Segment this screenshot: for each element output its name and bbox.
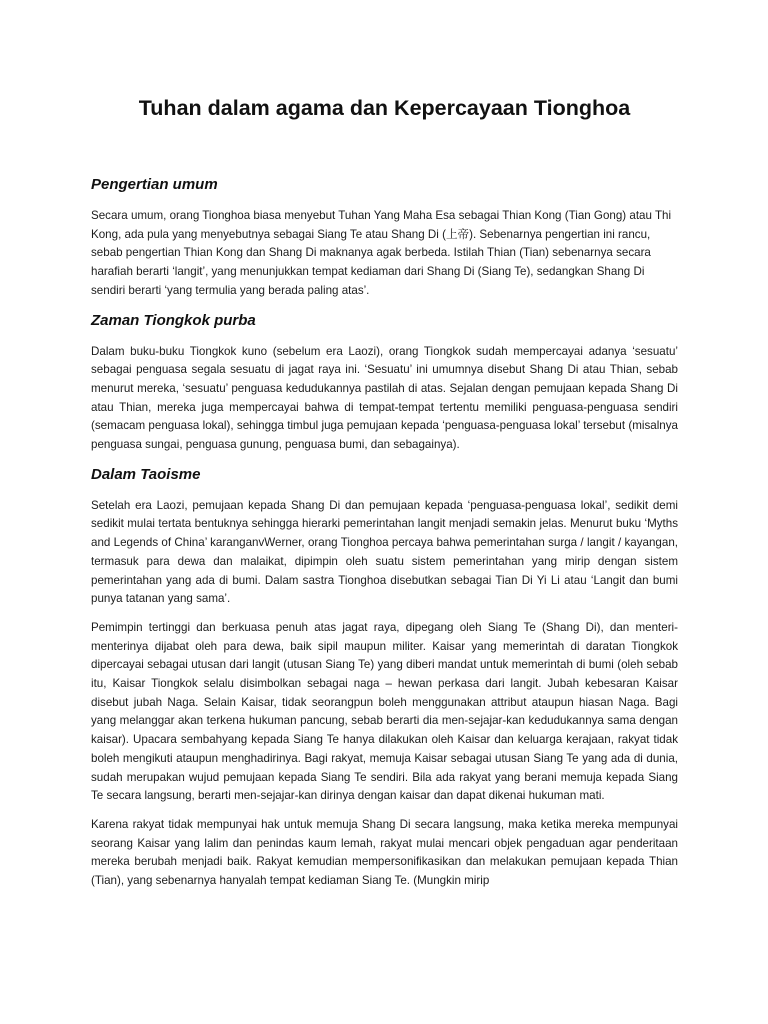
document-title: Tuhan dalam agama dan Kepercayaan Tionghoa	[138, 96, 631, 120]
section-pengertian-umum	[91, 175, 678, 301]
section-heading: Dalam Taoisme	[91, 465, 201, 483]
paragraph: Karena rakyat tidak mempunyai hak untuk memuja Shang Di secara langsung, maka ketika mereka mempunyai seorang Kaisar yang lalim dan penindas kaum lemah, rakyat mulai mencari objek pengaduan agar penderitaan mereka berubah menjadi baik. Rakyat kemudian mempersonifikasikan dan melakukan pemujaan kepada Thian (Tian), yang sebenarnya hanyalah tempat kediaman Siang Te. (Mungkin mirip	[91, 817, 678, 888]
section-dalam-taoisme	[91, 465, 678, 891]
paragraph: Setelah era Laozi, pemujaan kepada Shang Di dan pemujaan kepada ‘penguasa-penguasa lokal’, sedikit demi sedikit mulai tertata bentuknya sehingga hierarki pemerintahan langit menjadi semakin jelas. Menurut buku ‘Myths and Legends of China’ karanganvWerner, orang Tionghoa percaya bahwa pemerintahan surga / langit / kayangan, termasuk para dewa dan malaikat, dipimpin oleh suatu sistem pemerintahan yang mirip dengan sistem pemerintahan yang ada di bumi. Dalam sastra Tionghoa disebutkan sebagai Tian Di Yi Li atau ‘Langit dan bumi punya tatanan yang sama’.	[91, 498, 678, 606]
paragraph: Pemimpin tertinggi dan berkuasa penuh atas jagat raya, dipegang oleh Siang Te (Shang Di), dan menteri-menterinya dijabat oleh para dewa, baik sipil maupun militer. Kaisar yang memerintah di daratan Tiongkok dipercayai sebagai utusan dari langit (utusan Siang Te) yang diberi mandat untuk memerintah di bumi (oleh sebab itu, Kaisar Tiongkok selalu disimbolkan sebagai naga – hewan perkasa dari langit. Jubah kebesaran Kaisar disebut jubah Naga. Selain Kaisar, tidak seorangpun boleh menggunakan attribut ataupun hiasan Naga. Bagi yang melanggar akan terkena hukuman pancung, sebab berarti dia men-sejajar-kan kedudukannya sama dengan kaisar). Upacara sembahyang kepada Siang Te hanya dilakukan oleh Kaisar dan keluarga kerajaan, rakyat tidak boleh mengikuti ataupun menghadirinya. Bagi rakyat, memuja Kaisar sebagai utusan Siang Te yang ada di dunia, sudah merupakan wujud pemujaan kepada Siang Te sendiri. Bila ada rakyat yang berani memuja kepada Siang Te secara langsung, berarti men-sejajar-kan dirinya dengan kaisar dan dapat dikenai hukuman mati.	[91, 620, 678, 803]
paragraph: Dalam buku-buku Tiongkok kuno (sebelum era Laozi), orang Tiongkok sudah mempercayai adanya ‘sesuatu’ sebagai penguasa segala sesuatu di jagat raya ini. ‘Sesuatu’ ini umumnya disebut Shang Di atau Thian, sebab menurut mereka, ‘sesuatu’ penguasa kedudukannya pastilah di atas. Sejalan dengan pemujaan kepada Shang Di atau Thian, mereka juga mempercayai bahwa di tempat-tempat tertentu memiliki penguasa-penguasa sendiri (semacam penguasa lokal), sehingga timbul juga pemujaan kepada ‘penguasa-penguasa lokal’ tersebut (misalnya penguasa sungai, penguasa gunung, penguasa bumi, dan sebagainya).	[91, 344, 678, 452]
section-heading: Pengertian umum	[91, 176, 218, 193]
section-heading: Zaman Tiongkok purba	[91, 311, 256, 329]
paragraph: Secara umum, orang Tionghoa biasa menyebut Tuhan Yang Maha Esa sebagai Thian Kong (Tian Gong) atau Thi Kong, ada pula yang menyebutnya sebagai Siang Te atau Shang Di (上帝). Sebenarnya pengertian ini rancu, sebab pengertian Thian Kong dan Shang Di maknanya agak berbeda. Istilah Thian (Tian) sebenarnya secara harafiah berarti ‘langit’, yang menunjukkan tempat kediaman dari Shang Di (Siang Te), sedangkan Shang Di sendiri berarti ‘yang termulia yang berada paling atas’.	[91, 209, 672, 297]
section-zaman-tiongkok-purba	[91, 311, 678, 455]
